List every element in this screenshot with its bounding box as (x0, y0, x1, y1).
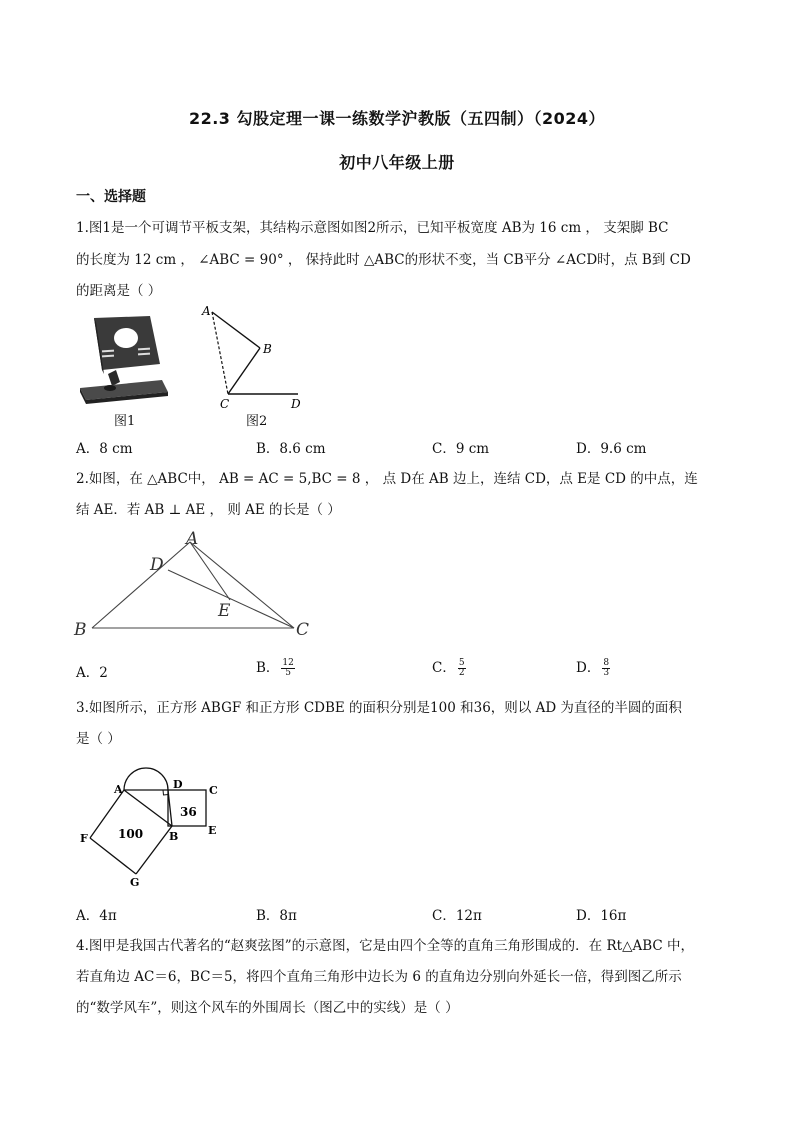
q2-label-b: B (74, 620, 87, 640)
q1-label-a: A (202, 304, 211, 318)
q3-label-a: A (114, 783, 123, 796)
q4-text-line1: 4.图甲是我国古代著名的“赵爽弦图”的示意图，它是由四个全等的直角三角形围成的．在 Rt△ABC 中， (76, 938, 694, 954)
q3-text-line1: 3.如图所示，正方形 ABGF 和正方形 CDBE 的面积分别是100 和36，则以 AD 为直径的半圆的面积 (76, 700, 682, 716)
q1-option-b[interactable]: B．8.6 cm (256, 441, 326, 457)
q2-text-line1: 2.如图，在 △ABC中， AB = AC = 5,BC = 8 ， 点 D在 AB 边上，连结 CD，点 E是 CD 的中点，连 (76, 471, 698, 487)
q1-text-line3: 的距离是（ ） (76, 283, 162, 299)
q2-option-c-letter: C． (432, 660, 456, 676)
q3-label-c: C (209, 784, 218, 797)
q2-label-d: D (150, 555, 164, 575)
q1-label-d: D (291, 397, 301, 411)
q3-option-a[interactable]: A．4π (76, 908, 117, 924)
q2-label-a: A (186, 529, 199, 549)
q4-text-line2: 若直角边 AC＝6，BC＝5，将四个直角三角形中边长为 6 的直角边分别向外延长一倍，得到图乙所示 (76, 969, 682, 985)
q2-option-b[interactable] (256, 656, 295, 678)
q2-option-b-letter: B． (256, 660, 280, 676)
q4-text-line3: 的“数学风车”，则这个风车的外围周长（图乙中的实线）是（ ） (76, 1000, 459, 1016)
q3-area-small: 36 (180, 805, 197, 819)
q2-label-e: E (218, 601, 231, 621)
q2-text-line2: 结 AE．若 AB ⊥ AE ， 则 AE 的长是（ ） (76, 502, 341, 518)
q3-label-d: D (173, 778, 183, 791)
q2-option-c[interactable] (432, 656, 466, 678)
q2-option-d-letter: D． (576, 660, 601, 676)
q3-option-c[interactable]: C．12π (432, 908, 482, 924)
q1-fig1-caption: 图1 (114, 414, 136, 429)
q1-fig2-diagram (200, 302, 312, 412)
q2-option-a-value: 2 (99, 665, 108, 681)
q1-option-d[interactable]: D．9.6 cm (576, 441, 647, 457)
q2-option-c-fraction: $\frac{5}{2}$ (458, 658, 465, 678)
q1-label-c: C (220, 397, 230, 411)
q3-area-large: 100 (118, 827, 144, 841)
q2-option-a-letter: A． (76, 665, 100, 681)
q3-label-b: B (169, 830, 179, 843)
q2-option-a[interactable] (76, 661, 108, 681)
q3-label-f: F (80, 832, 88, 845)
q2-label-c: C (296, 620, 310, 640)
q2-option-d-fraction: $\frac{8}{3}$ (603, 658, 610, 678)
q1-option-a[interactable]: A．8 cm (76, 441, 133, 457)
q2-triangle-diagram (70, 526, 320, 642)
page-subtitle: 初中八年级上册 (339, 153, 455, 172)
q1-fig2-caption: 图2 (246, 414, 268, 429)
q1-text-line2: 的长度为 12 cm ， ∠ABC = 90° ， 保持此时 △ABC的形状不变，当 CB平分 ∠ACD时，点 B到 CD (76, 252, 691, 268)
q3-text-line2: 是（ ） (76, 731, 121, 747)
q3-option-d[interactable]: D．16π (576, 908, 627, 924)
page-title: 22.3 勾股定理一课一练数学沪教版（五四制）（2024） (188, 109, 606, 128)
q1-label-b: B (263, 342, 272, 356)
section-heading: 一、选择题 (76, 189, 146, 205)
q1-option-c[interactable]: C．9 cm (432, 441, 490, 457)
q2-option-b-fraction: $\frac{12}{5}$ (282, 658, 294, 678)
q2-option-d[interactable] (576, 656, 610, 678)
q3-label-e: E (208, 824, 217, 837)
q1-text-line1: 1.图1是一个可调节平板支架，其结构示意图如图2所示，已知平板宽度 AB为 16 cm ， 支架脚 BC (76, 220, 669, 236)
q3-option-b[interactable]: B．8π (256, 908, 297, 924)
q3-label-g: G (130, 876, 140, 889)
q1-tablet-stand-image (72, 312, 172, 408)
q3-squares-diagram (76, 760, 226, 890)
